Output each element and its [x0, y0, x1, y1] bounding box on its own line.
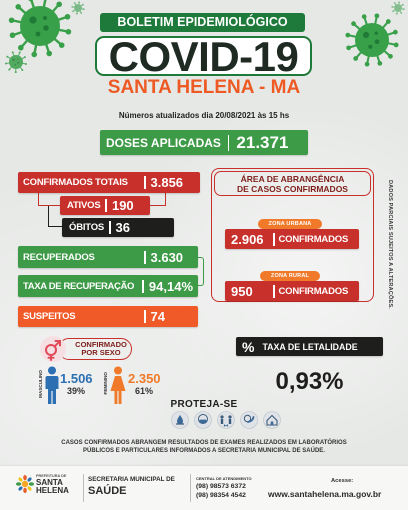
cover-cough-icon-graphic	[240, 411, 258, 429]
virus-spot	[76, 6, 77, 7]
stay-home-icon-graphic	[263, 411, 281, 429]
female-label: FEMININO	[103, 372, 108, 395]
coverage-area-title	[214, 171, 371, 196]
virus-spot	[399, 6, 400, 7]
virus-spike-tip	[83, 8, 85, 10]
virus-spike-tip	[24, 56, 26, 58]
virus-spike-tip	[5, 63, 7, 65]
urban-zone-label: CONFIRMADOS	[278, 233, 349, 245]
prefecture-label: PREFEITURA DE	[36, 474, 67, 478]
gender-symbol-icon	[40, 336, 66, 362]
rural-zone-tag: ZONA RURAL	[260, 271, 320, 281]
virus-spike-tip	[396, 13, 398, 15]
divider	[144, 251, 146, 264]
virus-spike-tip	[71, 6, 73, 8]
virus-spike-tip	[46, 51, 52, 57]
virus-spot	[17, 62, 19, 64]
urban-zone-value: 2.906	[231, 231, 264, 247]
virus-spot	[43, 16, 47, 20]
virus-spike-tip	[78, 1, 80, 3]
face-mask-icon-graphic	[194, 411, 212, 429]
percent-icon: %	[242, 338, 255, 355]
virus-body	[20, 6, 60, 46]
virus-body	[74, 4, 82, 12]
virus-spike-tip	[18, 45, 24, 51]
suspected-value: 74	[150, 309, 165, 324]
virus-spike-tip	[393, 30, 398, 35]
protection-icons-row	[171, 411, 281, 429]
virus-spike-tip	[9, 17, 15, 23]
lethality-label: TAXA DE LETALIDADE	[262, 341, 358, 352]
virus-spike-tip	[377, 61, 382, 66]
active-cases-value: 190	[111, 198, 134, 213]
virus-spike-tip	[25, 63, 27, 65]
virus-spot	[375, 32, 378, 35]
suspected-bar	[18, 306, 198, 327]
virus-spike-tip	[12, 51, 14, 53]
doses-label: DOSES APLICADAS	[106, 135, 221, 150]
doses-value: 21.371	[236, 132, 289, 152]
main-title: COVID-19	[108, 33, 299, 80]
virus-spike-tip	[15, 71, 17, 73]
hand-washing-icon-graphic	[171, 411, 189, 429]
logo-name-line2: HELENA	[36, 486, 69, 495]
virus-spike-tip	[15, 4, 21, 10]
virus-spot	[79, 8, 80, 9]
health-secretariat-line1: SECRETARIA MUNICIPAL DE	[88, 476, 175, 483]
virus-spot	[368, 45, 372, 49]
social-distancing-icon	[217, 411, 235, 429]
virus-spot	[79, 6, 80, 7]
virus-spike-tip	[31, 52, 37, 58]
bulletin-title: BOLETIM EPIDEMIOLÓGICO	[100, 13, 305, 32]
rural-zone-value: 950	[231, 283, 253, 299]
stay-home-icon	[263, 411, 281, 429]
virus-spot	[17, 59, 18, 60]
virus-spike-tip	[19, 52, 21, 54]
virus-spot	[77, 9, 78, 10]
urban-zone-tag: ZONA URBANA	[258, 219, 322, 229]
virus-spike-tip	[21, 69, 23, 71]
virus-spike-tip	[74, 2, 76, 4]
recovered-label: RECUPERADOS	[23, 251, 95, 263]
virus-spike-tip	[386, 19, 391, 24]
virus-spike-tip	[351, 21, 356, 26]
virus-spike-tip	[56, 1, 62, 7]
virus-spike-tip	[10, 32, 16, 38]
virus-spike-tip	[388, 54, 393, 59]
virus-spot	[396, 6, 397, 7]
coverage-area-title-line1: ÁREA DE ABRANGÊNCIA	[240, 174, 345, 184]
footer-divider	[83, 474, 84, 502]
lethality-bar	[236, 337, 383, 356]
virus-spot	[375, 39, 380, 44]
virus-decoration	[5, 51, 27, 73]
virus-spike-tip	[398, 1, 400, 3]
rural-zone-bar	[225, 281, 359, 301]
virus-spike-tip	[365, 62, 370, 67]
female-count: 2.350	[128, 371, 161, 386]
confirmed-total-label: CONFIRMADOS TOTAIS	[23, 177, 128, 188]
partial-data-disclaimer: DADOS PARCIAIS SUJEITOS A ALTERAÇÕES.	[387, 180, 393, 309]
virus-spike-tip	[362, 14, 367, 19]
male-percent: 39%	[67, 386, 86, 396]
virus-decoration	[71, 1, 84, 14]
virus-spot	[36, 32, 41, 37]
virus-spot	[12, 59, 15, 62]
hand-washing-icon	[171, 411, 189, 429]
footer-divider	[190, 474, 191, 502]
coverage-area-title-line2: DE CASOS CONFIRMADOS	[237, 184, 348, 194]
face-mask-icon	[194, 411, 212, 429]
virus-spike-tip	[375, 13, 380, 18]
divider	[109, 221, 111, 234]
virus-spike-tip	[394, 43, 399, 48]
virus-spike-tip	[346, 45, 351, 50]
confirmed-total-value: 3.856	[150, 175, 184, 190]
virus-spike-tip	[403, 8, 405, 10]
cover-cough-icon	[240, 411, 258, 429]
virus-spike-tip	[392, 10, 394, 12]
virus-spot	[363, 32, 369, 38]
active-cases-bar	[60, 196, 150, 215]
virus-spike-tip	[72, 10, 74, 12]
divider	[228, 135, 230, 151]
virus-spike-tip	[345, 33, 350, 38]
virus-decoration	[391, 1, 404, 14]
virus-body	[394, 4, 402, 12]
prefecture-logo-icon	[16, 475, 34, 493]
main-title-box	[95, 33, 312, 80]
divider	[105, 199, 107, 212]
virus-body	[9, 55, 23, 69]
location-title: SANTA HELENA - MA	[107, 77, 301, 98]
recovery-rate-value: 94,14%	[148, 278, 193, 294]
virus-spike-tip	[402, 4, 404, 6]
divider	[144, 176, 146, 189]
divider	[273, 285, 275, 298]
virus-spike-tip	[6, 56, 8, 58]
update-date: Números atualizados dia 20/08/2021 às 15 hs	[118, 111, 290, 120]
virus-spike-tip	[353, 56, 358, 61]
male-count: 1.506	[60, 371, 93, 386]
social-distancing-icon-graphic	[217, 411, 235, 429]
confirmed-total-bar	[18, 172, 200, 193]
virus-spike-tip	[80, 12, 82, 14]
virus-spike-tip	[8, 69, 10, 71]
data-source-note-line1: CASOS CONFIRMADOS ABRANGEM RESULTADOS DE EXAMES REALIZADOS EM LABORATÓRIOS	[61, 440, 347, 446]
virus-spike-tip	[391, 6, 393, 8]
confirmed-by-sex-line2: POR SEXO	[81, 348, 121, 357]
virus-spike-tip	[66, 29, 72, 35]
urban-zone-bar	[225, 229, 359, 249]
deaths-bar	[62, 218, 174, 237]
access-label: Acesse:	[331, 478, 354, 484]
phone-number-2: (98) 98354 4542	[196, 492, 246, 499]
female-percent: 61%	[135, 386, 154, 396]
data-source-note-line2: PÚBLICOS E PARTICULARES INFORMADOS A SECRETARIA MUNICIPAL DE SAÚDE.	[83, 448, 325, 454]
recovery-rate-label: TAXA DE RECUPERAÇÃO	[23, 280, 135, 292]
virus-spot	[14, 64, 16, 66]
health-secretariat-line2: SAÚDE	[88, 485, 127, 497]
confirmed-by-sex-line1: CONFIRMADO	[75, 339, 127, 349]
website-link[interactable]: www.santahelena.ma.gov.br	[268, 489, 382, 499]
recovered-value: 3.630	[150, 249, 184, 265]
rural-zone-label: CONFIRMADOS	[278, 285, 349, 297]
phone-number-1: (98) 98573 6372	[196, 483, 246, 490]
divider	[273, 233, 275, 246]
virus-decoration	[345, 13, 398, 66]
male-label: MASCULINO	[38, 370, 43, 398]
virus-spike-tip	[400, 12, 402, 14]
virus-spike-tip	[59, 42, 65, 48]
data-source-note	[0, 439, 408, 455]
virus-spot	[43, 25, 49, 31]
deaths-label: ÓBITOS	[69, 222, 105, 233]
confirmed-by-sex-title	[58, 338, 132, 360]
divider	[144, 310, 146, 323]
recovered-bar	[18, 246, 198, 268]
recovery-rate-bar	[18, 275, 198, 297]
virus-spot	[399, 8, 400, 9]
virus-decoration	[9, 0, 71, 57]
suspected-label: SUSPEITOS	[23, 311, 76, 322]
deaths-value: 36	[115, 220, 131, 235]
active-cases-label: ATIVOS	[67, 200, 101, 211]
virus-spot	[397, 9, 398, 10]
virus-spot	[29, 16, 36, 23]
protect-title: PROTEJA-SE	[170, 399, 238, 410]
virus-spike-tip	[65, 14, 71, 20]
virus-body	[355, 23, 389, 57]
service-center-title: CENTRAL DE ATENDIMENTO	[196, 476, 252, 481]
logo-name-line1: SANTA	[36, 478, 63, 487]
lethality-value: 0,93%	[275, 368, 344, 395]
virus-spike-tip	[394, 2, 396, 4]
divider	[142, 280, 144, 293]
doses-bar	[100, 130, 308, 155]
virus-spike-tip	[82, 4, 84, 6]
gender-symbol-icon-graphic	[40, 336, 66, 362]
virus-spike-tip	[76, 13, 78, 15]
